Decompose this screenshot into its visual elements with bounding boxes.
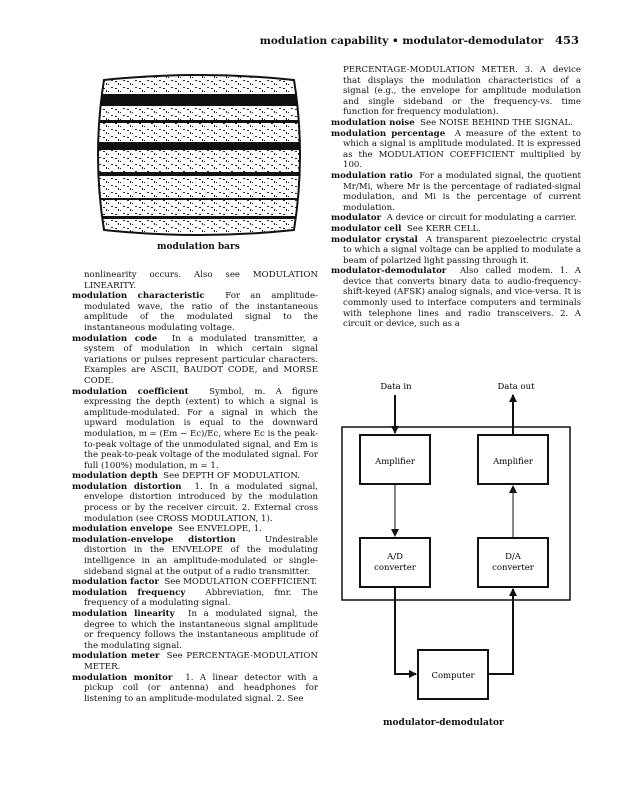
right-column (331, 65, 581, 330)
arrow-computer-to-da (488, 589, 513, 674)
entry-modulation-coefficient (72, 387, 318, 472)
definition: See PERCENTAGE-MODULATION METER. (84, 651, 318, 672)
entry-modulation-characteristic (72, 291, 318, 333)
entry-modulator-cell (331, 224, 581, 235)
left-continuation: nonlinearity occurs. Also see MODULATION LINEARITY. (84, 270, 318, 291)
definition: Abbreviation, fmr. The frequency of a modulating signal. (84, 587, 319, 609)
data-out-label: Data out (497, 382, 535, 392)
modulator-demodulator-caption: modulator-demodulator (383, 718, 504, 728)
definition: A device or circuit for modulating a carrier. (386, 213, 577, 224)
term: modulation ratio (331, 170, 413, 181)
entry-modulation-factor (72, 577, 318, 588)
term: modulation frequency (72, 587, 186, 598)
definition: A transparent piezoelectric crystal to which a signal voltage can be applied to modulate a beam of polarized light passing through it. (343, 234, 581, 266)
term: modulator cell (331, 223, 402, 234)
term: modulation code (72, 333, 158, 344)
definition: Undesirable distortion in the ENVELOPE of the modulating intelligence in an amplitude-modulated or single-sideband signal at the output of a radio transmitter. (84, 534, 318, 577)
definition: See DEPTH OF MODULATION. (163, 471, 301, 482)
right-continuation: PERCENTAGE-MODULATION METER. 3. A device that displays the modulation characteristics of a signal (e.g., the envelope for amplitude modulation and single sideband or the frequency-vs. time function for frequency modulation). (343, 65, 581, 118)
term: modulation coefficient (72, 386, 189, 397)
term: modulator-demodulator (331, 266, 447, 277)
term: modulation distortion (72, 481, 182, 492)
definition: See KERR CELL. (406, 223, 481, 234)
definition: 1. In a modulated signal, envelope distortion introduced by the modulation process or by the receiver circuit. 2. External cross modulation (see CROSS MODULATION, 1). (84, 481, 318, 524)
definition: In a modulated signal, the degree to which the instantaneous signal amplitude or frequency follows the instantaneous amplitude of the modulating signal. (84, 609, 319, 651)
da-converter-label-1: D/A (505, 552, 521, 562)
term: modulation noise (331, 117, 415, 128)
term: modulation characteristic (72, 291, 205, 302)
entry-modulation-monitor (72, 673, 318, 705)
definition: For an amplitude-modulated wave, the ratio of the instantaneous amplitude of the modulated signal to the instantaneous modulating voltage. (84, 291, 318, 333)
da-converter-label-2: converter (492, 563, 534, 573)
definition: A measure of the extent to which a signal is amplitude modulated. It is expressed as the MODULATION COEFFICIENT multiplied by 100. (343, 128, 582, 171)
term: modulation linearity (72, 609, 175, 619)
term: modulation depth (72, 471, 158, 482)
entry-modulation-envelope (72, 524, 318, 535)
term: modulator crystal (331, 234, 418, 245)
modulation-bars-caption: modulation bars (157, 242, 240, 252)
entry-modulation-ratio (331, 171, 581, 213)
data-in-label: Data in (380, 382, 412, 392)
entry-modulation-distortion (72, 482, 318, 524)
entry-modulation-depth (72, 471, 318, 482)
entry-modulation-linearity (72, 609, 318, 651)
definition: Also called modem. 1. A device that converts binary data to audio-frequency-shift-keyed (AFSK) analog signals, and vice-versa. It is commonly used to interface computers and terminals with telephone lines and radio transceivers. 2. A circuit or device, such as a (343, 266, 581, 330)
modulator-demodulator-diagram (330, 375, 585, 720)
definition: See ENVELOPE, 1. (178, 524, 262, 535)
modulation-bars-figure (90, 72, 308, 238)
entry-modulation-noise (331, 118, 581, 129)
definition: 1. A linear detector with a pickup coil (or antenna) and headphones for listening to an amplitude-modulated signal. 2. See (84, 672, 318, 704)
entry-modulator-crystal (331, 235, 581, 267)
computer-label: Computer (431, 671, 475, 681)
term: modulation-envelope distortion (72, 534, 236, 545)
term: modulator (331, 213, 382, 224)
definition: See NOISE BEHIND THE SIGNAL. (420, 117, 573, 128)
entry-modulator-demodulator (331, 266, 581, 330)
running-header (260, 33, 579, 47)
entry-modulation-envelope-distortion (72, 535, 318, 577)
term: modulation meter (72, 651, 160, 662)
term: modulation percentage (331, 128, 446, 139)
entry-modulation-percentage (331, 129, 581, 171)
entry-modulation-meter (72, 651, 318, 672)
page-number: 453 (554, 33, 579, 47)
definition: Symbol, m. A figure expressing the depth (extent) to which a signal is amplitude-modulated. For a signal in which the upward modulation is equal to the downward modulation, m = (Em − Ec)/Ec, where Ec is the peak-to-peak voltage of the unmodulated signal, and Em is the peak-to-peak voltage of the modulated signal. For full (100%) modulation, m = 1. (84, 386, 319, 471)
term: modulation factor (72, 577, 159, 588)
amplifier-right-label: Amplifier (493, 457, 533, 467)
definition: In a modulated transmitter, a system of modulation in which certain signal variations or pulses represent particular characters. Examples are ASCII, BAUDOT CODE, and MORSE CODE. (84, 333, 319, 386)
term: modulation envelope (72, 524, 173, 535)
entry-modulator (331, 213, 581, 224)
amplifier-left-label: Amplifier (375, 457, 415, 467)
entry-modulation-frequency (72, 588, 318, 609)
definition: For a modulated signal, the quotient Mr/Mi, where Mr is the percentage of radiated-signal modulation, and Mi is the percentage of current modulation. (343, 170, 582, 213)
term: modulation monitor (72, 672, 173, 683)
ad-converter-label-1: A/D (387, 552, 403, 562)
ad-converter-label-2: converter (374, 563, 416, 573)
entry-modulation-code (72, 334, 318, 387)
running-title: modulation capability • modulator-demodulator (259, 35, 544, 47)
left-column (72, 270, 318, 704)
definition: See MODULATION COEFFICIENT. (164, 577, 318, 588)
